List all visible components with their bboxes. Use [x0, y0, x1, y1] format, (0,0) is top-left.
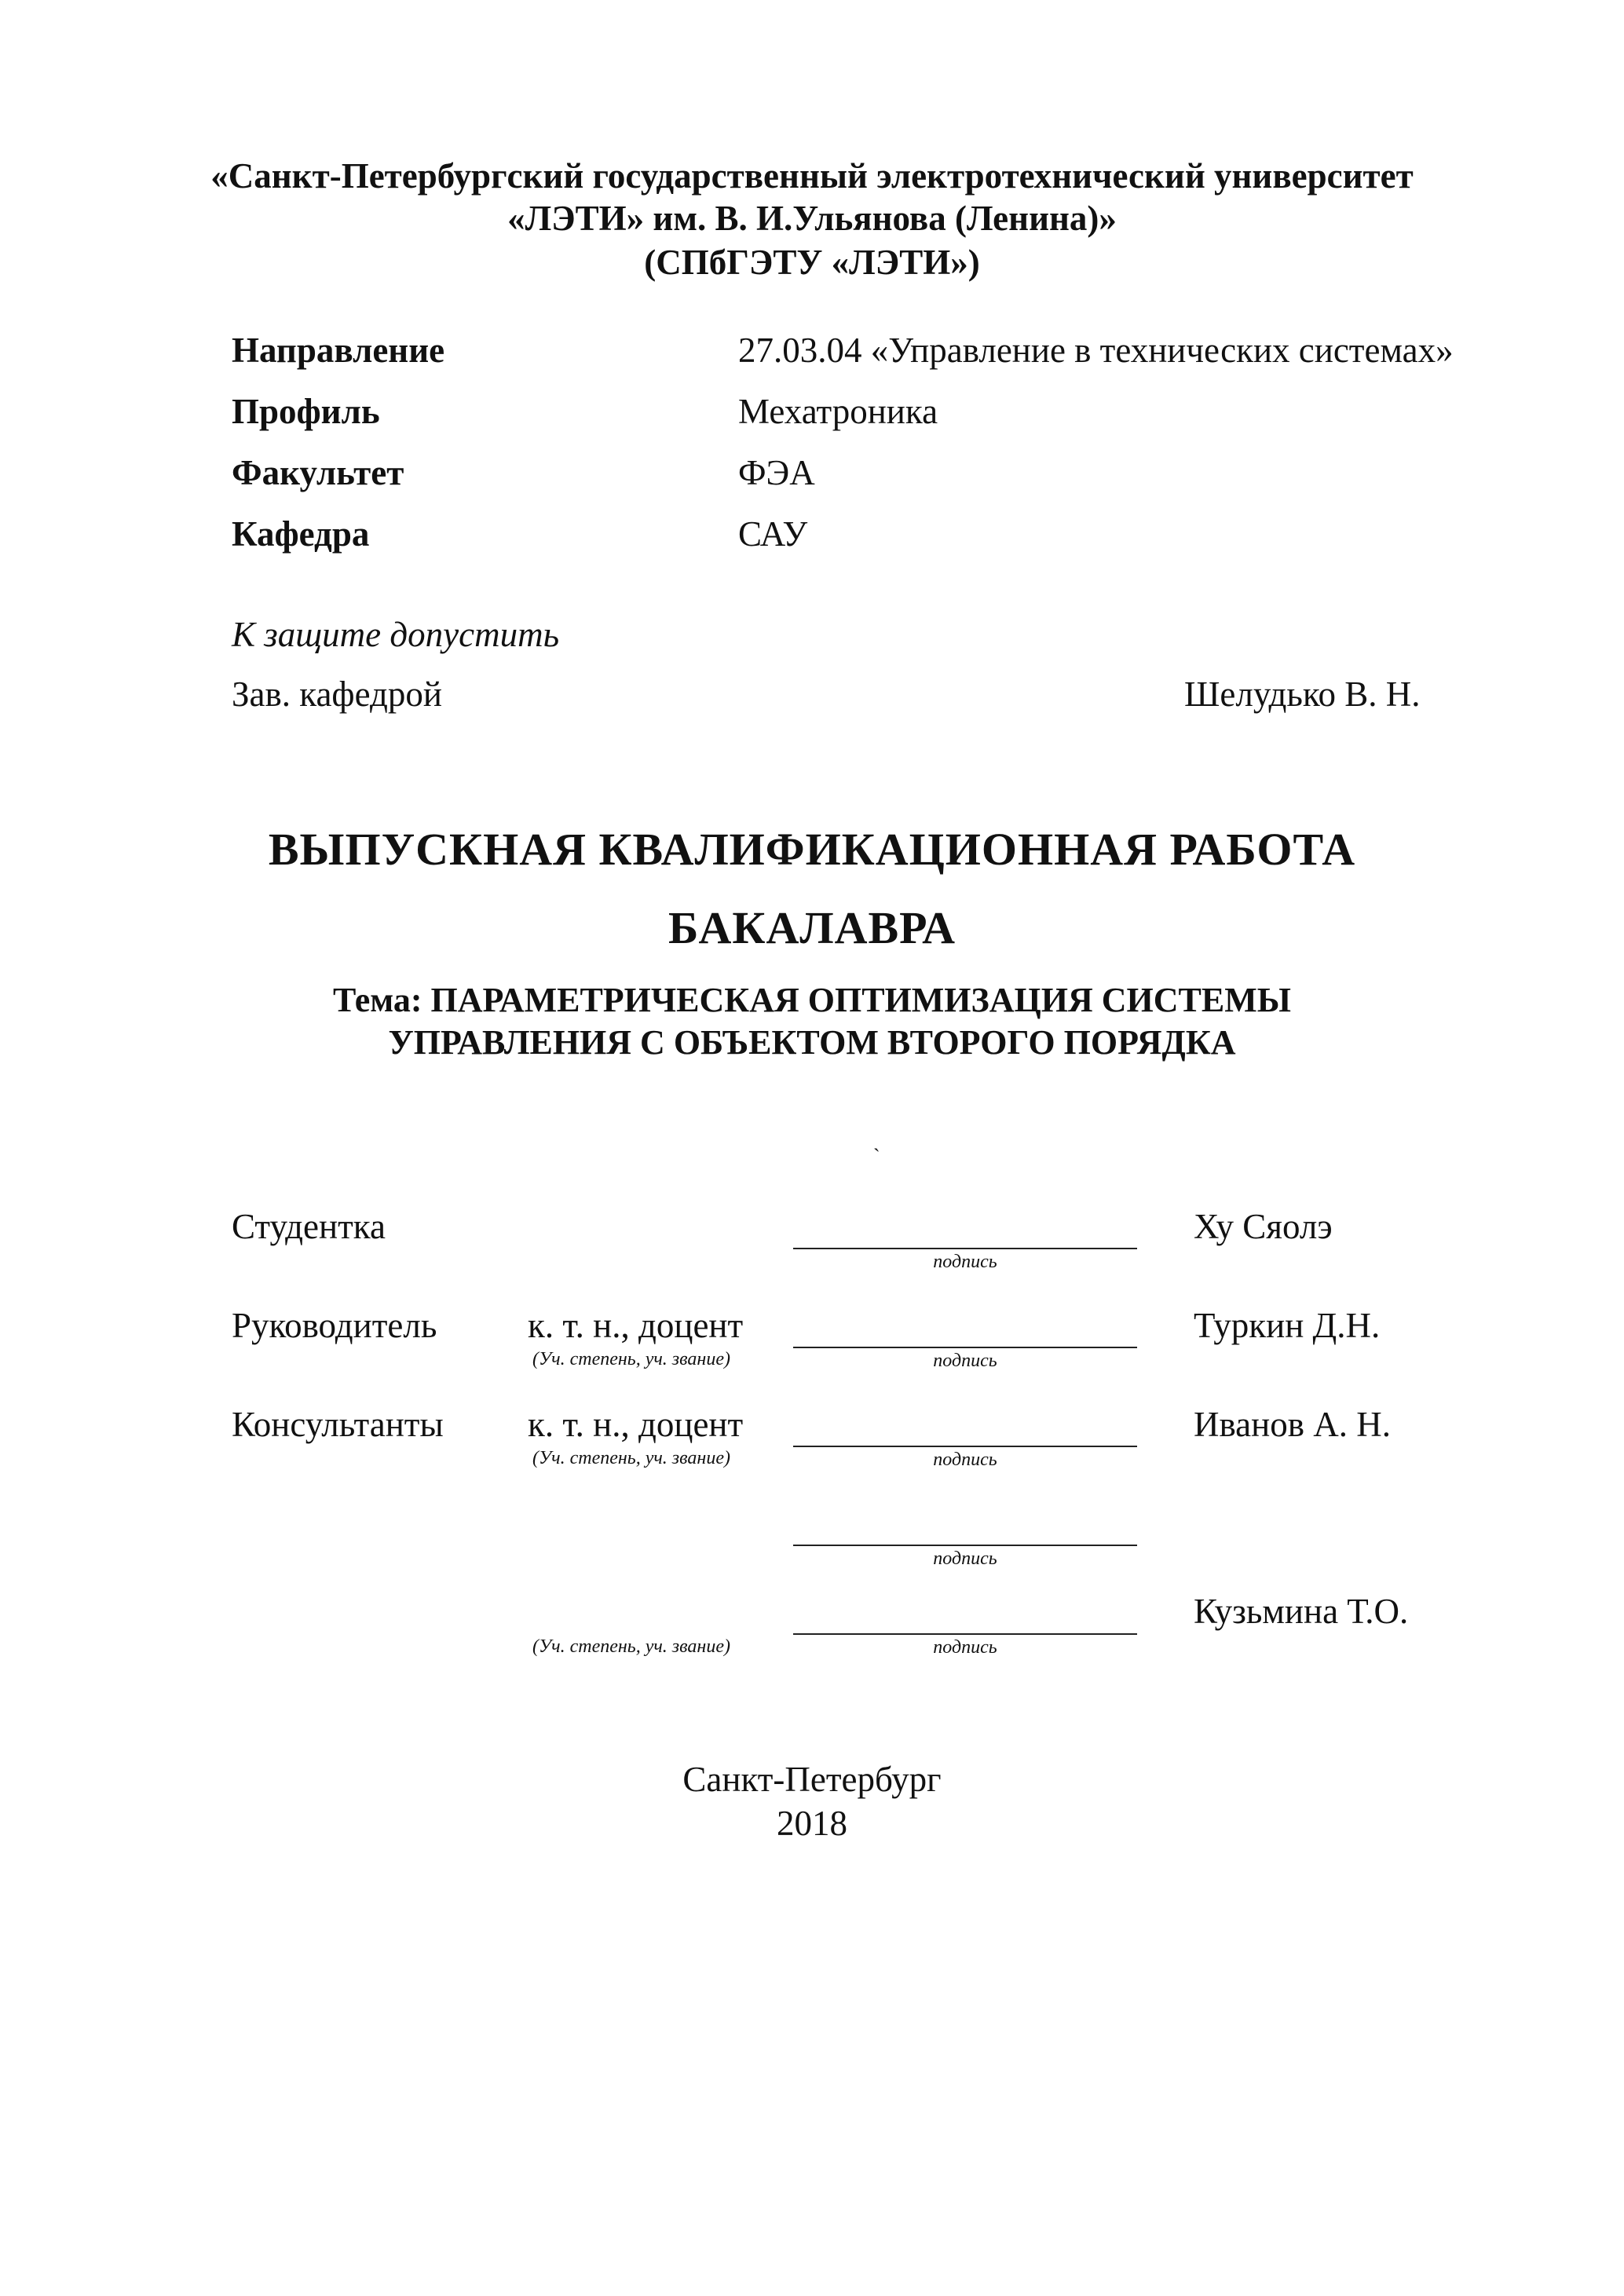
faculty-value: ФЭА: [738, 453, 815, 492]
consultant-degree-caption: (Уч. степень, уч. звание): [532, 1448, 730, 1468]
supervisor-signature-line: [793, 1347, 1137, 1348]
city: Санкт-Петербург: [682, 1760, 942, 1799]
direction-label: Направление: [232, 331, 445, 370]
work-title-line1: ВЫПУСКНАЯ КВАЛИФИКАЦИОННАЯ РАБОТА: [268, 824, 1356, 875]
consultant2-signature-caption: подпись: [933, 1637, 997, 1658]
head-of-department-name: Шелудько В. Н.: [1184, 675, 1421, 714]
department-label: Кафедра: [232, 514, 370, 554]
work-title-line2: БАКАЛАВРА: [668, 902, 956, 953]
head-of-department-role: Зав. кафедрой: [232, 675, 442, 714]
student-name: Ху Сяолэ: [1194, 1207, 1333, 1246]
consultant-signature-caption: подпись: [933, 1450, 997, 1470]
topic-line2: УПРАВЛЕНИЯ С ОБЪЕКТОМ ВТОРОГО ПОРЯДКА: [388, 1023, 1236, 1062]
university-name-line2: «ЛЭТИ» им. В. И.Ульянова (Ленина)»: [507, 199, 1117, 238]
supervisor-signature-caption: подпись: [933, 1351, 997, 1371]
approval-note: К защите допустить: [232, 615, 560, 654]
consultant2-degree-caption: (Уч. степень, уч. звание): [532, 1636, 730, 1657]
consultant-degree: к. т. н., доцент: [528, 1405, 744, 1444]
supervisor-degree-caption: (Уч. степень, уч. звание): [532, 1349, 730, 1369]
faculty-label: Факультет: [232, 453, 404, 492]
supervisor-name: Туркин Д.Н.: [1194, 1306, 1381, 1345]
year: 2018: [777, 1804, 847, 1843]
university-abbreviation: (СПбГЭТУ «ЛЭТИ»): [644, 243, 980, 282]
consultants-role: Консультанты: [232, 1405, 444, 1444]
supervisor-degree: к. т. н., доцент: [528, 1306, 744, 1345]
topic-line1: Тема: ПАРАМЕТРИЧЕСКАЯ ОПТИМИЗАЦИЯ СИСТЕМЫ: [333, 981, 1291, 1019]
student-signature-caption: подпись: [933, 1252, 997, 1272]
profile-label: Профиль: [232, 392, 380, 431]
consultant-name: Иванов А. Н.: [1194, 1405, 1391, 1444]
stray-mark: `: [873, 1145, 880, 1168]
university-name-line1: «Санкт-Петербургский государственный электротехнический университет: [210, 156, 1414, 196]
extra-signature-line: [793, 1545, 1137, 1546]
student-role: Студентка: [232, 1207, 386, 1246]
department-value: САУ: [738, 514, 808, 554]
extra-signature-caption: подпись: [933, 1548, 997, 1569]
supervisor-role: Руководитель: [232, 1306, 437, 1345]
direction-value: 27.03.04 «Управление в технических системах»: [738, 331, 1454, 370]
consultant2-name: Кузьмина Т.О.: [1194, 1592, 1409, 1631]
consultant-signature-line: [793, 1446, 1137, 1447]
profile-value: Мехатроника: [738, 392, 938, 431]
student-signature-line: [793, 1248, 1137, 1249]
consultant2-signature-line: [793, 1633, 1137, 1635]
